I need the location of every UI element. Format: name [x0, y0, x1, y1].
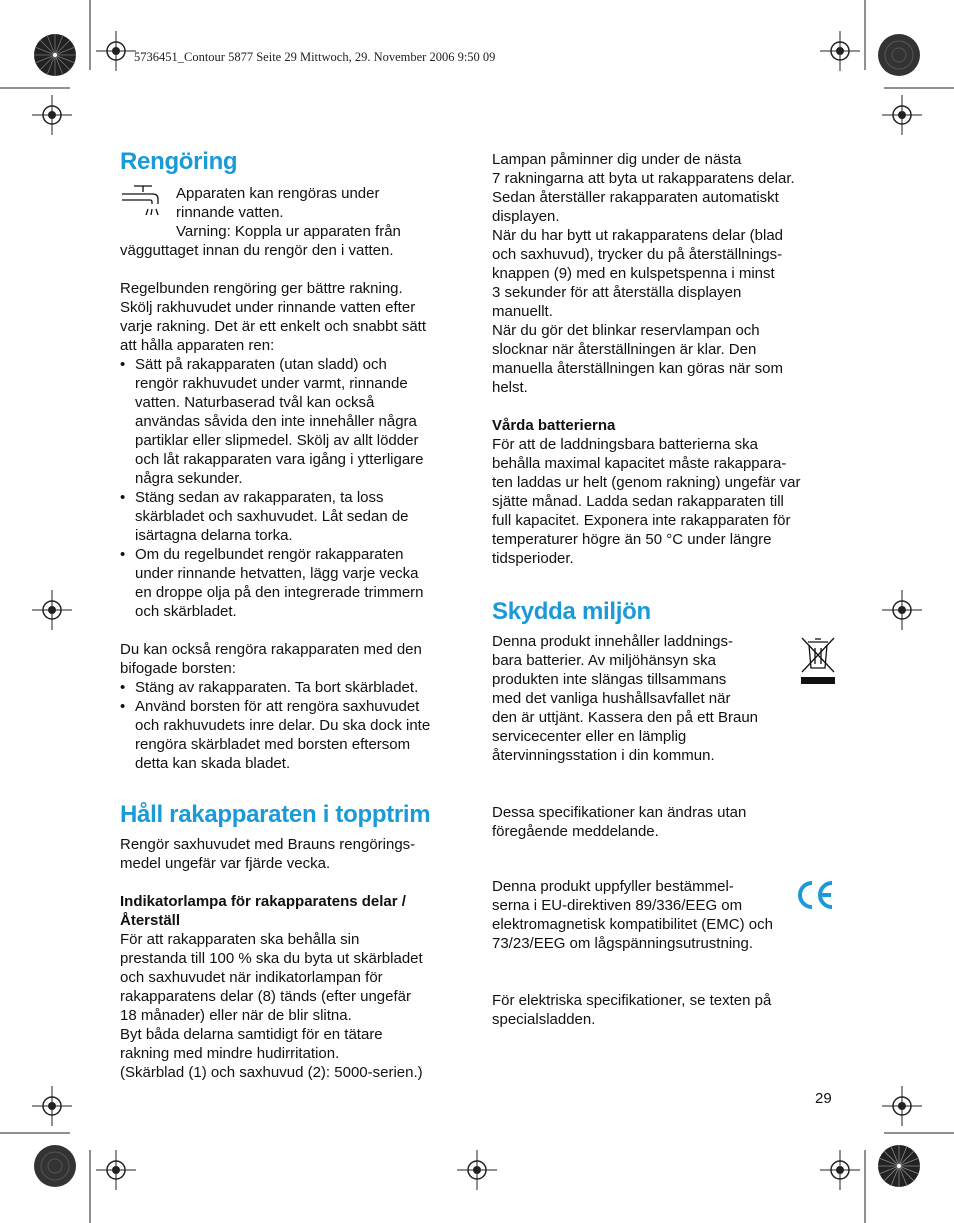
paragraph-line: Regelbunden rengöring ger bättre rakning.	[120, 280, 403, 297]
list-item	[120, 355, 465, 488]
list-line: vatten. Naturbaserad tvål kan också	[135, 394, 375, 411]
paragraph-line: ten laddas ur helt (genom rakning) ungefär var	[492, 474, 801, 491]
paragraph-line: sjätte månad. Ladda sedan rakapparaten till	[492, 493, 784, 510]
paragraph-line: Lampan påminner dig under de nästa	[492, 151, 742, 168]
list-line: isärtagna delarna torka.	[135, 527, 293, 544]
paragraph-line: displayen.	[492, 208, 560, 225]
paragraph-line: och saxhuvud), trycker du på återställnings-	[492, 246, 783, 263]
paragraph-line: att hålla apparaten ren:	[120, 337, 275, 354]
list-item	[120, 488, 465, 545]
paragraph-line: medel ungefär var fjärde vecka.	[120, 855, 331, 872]
paragraph-line: 18 månader) eller när de blir slitna.	[120, 1007, 352, 1024]
list-line: rengör rakhuvudet under varmt, rinnande	[135, 375, 408, 392]
list-item	[120, 678, 465, 697]
paragraph-line: Skölj rakhuvudet under rinnande vatten efter	[120, 299, 416, 316]
print-header: 5736451_Contour 5877 Seite 29 Mittwoch, 29. November 2006 9:50 09	[134, 50, 496, 64]
list-line: • Sätt på rakapparaten (utan sladd) och	[135, 356, 387, 373]
registration-mark-icon	[96, 31, 136, 71]
list-line: och låt rakapparaten vara igång i ytterligare	[135, 451, 424, 468]
paragraph-line: elektromagnetisk kompatibilitet (EMC) och	[492, 916, 773, 933]
intro-line: Varning: Koppla ur apparaten från	[176, 223, 401, 240]
paragraph-line: full kapacitet. Exponera inte rakapparaten för	[492, 512, 791, 529]
paragraph-line: serna i EU-direktiven 89/336/EEG om	[492, 897, 743, 914]
paragraph-line: slocknar när återställningen är klar. Den	[492, 341, 757, 358]
paragraph-line: Rengör saxhuvudet med Brauns rengörings-	[120, 836, 416, 853]
paragraph-line: knappen (9) med en kulspetspenna i minst	[492, 265, 775, 282]
registration-mark-icon	[882, 1086, 922, 1126]
faucet-icon	[120, 184, 164, 220]
registration-mark-icon	[32, 590, 72, 630]
paragraph-line: rakapparatens delar (8) tänds (efter ungefär	[120, 988, 411, 1005]
paragraph-line: varje rakning. Det är ett enkelt och snabbt sätt	[120, 318, 426, 335]
registration-mark-icon	[820, 1150, 860, 1190]
battery-subheading: Vårda batterierna	[492, 417, 616, 434]
registration-mark-icon	[882, 590, 922, 630]
page-number: 29	[815, 1090, 832, 1107]
paragraph-line: den är uttjänt. Kassera den på ett Braun	[492, 709, 759, 726]
cleaning-list	[120, 355, 465, 621]
starburst-mark-icon	[32, 32, 78, 78]
topptrim-heading: Håll rakapparaten i topptrim	[120, 801, 431, 828]
registration-mark-icon	[457, 1150, 497, 1190]
list-line: • Stäng av rakapparaten. Ta bort skärbladet.	[135, 679, 419, 696]
list-line: rengöra skärbladet med borsten eftersom	[135, 736, 411, 753]
paragraph-line: helst.	[492, 379, 528, 396]
cleaning-heading: Rengöring	[120, 148, 238, 175]
list-item	[120, 545, 465, 621]
paragraph-line: När du gör det blinkar reservlampan och	[492, 322, 760, 339]
registration-mark-icon	[96, 1150, 136, 1190]
ce-block	[492, 877, 837, 953]
paragraph-line: Dessa specifikationer kan ändras utan	[492, 804, 747, 821]
list-line: skärbladet och saxhuvudet. Låt sedan de	[135, 508, 409, 525]
list-line: partiklar eller slipmedel. Skölj av allt lödder	[135, 432, 419, 449]
paragraph-line: specialsladden.	[492, 1011, 596, 1028]
list-line: och skärbladet.	[135, 603, 237, 620]
paragraph-line: rakning med mindre hudirritation.	[120, 1045, 340, 1062]
crossed-bin-icon	[798, 634, 838, 688]
list-line: • Använd borsten för att rengöra saxhuvudet	[135, 698, 420, 715]
list-line: en droppe olja på den integrerade trimmern	[135, 584, 424, 601]
paragraph-line: 7 rakningarna att byta ut rakapparatens delar.	[492, 170, 795, 187]
registration-mark-icon	[32, 95, 72, 135]
list-line: några sekunder.	[135, 470, 243, 487]
list-line: under rinnande hetvatten, lägg varje vecka	[135, 565, 419, 582]
starburst-mark-icon	[876, 1143, 922, 1189]
list-line: och rakhuvudets inre delar. Du ska dock inte	[135, 717, 431, 734]
list-item	[120, 697, 465, 773]
paragraph-line: bifogade borsten:	[120, 660, 236, 677]
paragraph-line: Sedan återställer rakapparaten automatiskt	[492, 189, 779, 206]
paragraph-line: föregående meddelande.	[492, 823, 659, 840]
paragraph-line: manuellt.	[492, 303, 553, 320]
paragraph-line: behålla maximal kapacitet måste rakappara-	[492, 455, 787, 472]
brush-list	[120, 678, 465, 773]
list-line: • Om du regelbundet rengör rakapparaten	[135, 546, 404, 563]
registration-mark-icon	[820, 31, 860, 71]
registration-mark-icon	[882, 95, 922, 135]
paragraph-line: För att de laddningsbara batterierna ska	[492, 436, 758, 453]
cleaning-intro	[120, 184, 465, 241]
paragraph-line: prestanda till 100 % ska du byta ut skärbladet	[120, 950, 423, 967]
paragraph-line: 73/23/EEG om lågspänningsutrustning.	[492, 935, 753, 952]
paragraph-line: bara batterier. Av miljöhänsyn ska	[492, 652, 717, 669]
ce-mark-icon	[795, 877, 837, 913]
paragraph-line: manuella återställningen kan göras när som	[492, 360, 783, 377]
paragraph-line: För att rakapparaten ska behålla sin	[120, 931, 360, 948]
indicator-subheading: Återställ	[120, 912, 181, 929]
environment-block	[492, 632, 837, 765]
list-line: • Stäng sedan av rakapparaten, ta loss	[135, 489, 384, 506]
intro-line: vägguttaget innan du rengör den i vatten.	[120, 242, 394, 259]
starburst-mark-icon	[876, 32, 922, 78]
intro-line: rinnande vatten.	[176, 204, 284, 221]
right-column	[492, 150, 837, 1029]
paragraph-line: servicecenter eller en lämplig	[492, 728, 687, 745]
paragraph-line: temperaturer högre än 50 °C under längre	[492, 531, 772, 548]
paragraph-line: tidsperioder.	[492, 550, 574, 567]
paragraph-line: Byt båda delarna samtidigt för en tätare	[120, 1026, 383, 1043]
paragraph-line: Denna produkt uppfyller bestämmel-	[492, 878, 734, 895]
paragraph-line: Denna produkt innehåller laddnings-	[492, 633, 733, 650]
paragraph-line: återvinningsstation i din kommun.	[492, 747, 715, 764]
left-column	[120, 148, 465, 1082]
indicator-subheading: Indikatorlampa för rakapparatens delar /	[120, 893, 406, 910]
paragraph-line: När du har bytt ut rakapparatens delar (blad	[492, 227, 783, 244]
paragraph-line: 3 sekunder för att återställa displayen	[492, 284, 742, 301]
paragraph-line: och saxhuvudet när indikatorlampan för	[120, 969, 383, 986]
starburst-mark-icon	[32, 1143, 78, 1189]
intro-line: Apparaten kan rengöras under	[176, 185, 380, 202]
paragraph-line: (Skärblad (1) och saxhuvud (2): 5000-serien.)	[120, 1064, 423, 1081]
registration-mark-icon	[32, 1086, 72, 1126]
paragraph-line: med det vanliga hushållsavfallet när	[492, 690, 731, 707]
paragraph-line: Du kan också rengöra rakapparaten med den	[120, 641, 422, 658]
paragraph-line: produkten inte slängas tillsammans	[492, 671, 727, 688]
paragraph-line: För elektriska specifikationer, se texten på	[492, 992, 772, 1009]
list-line: användas såvida den inte innehåller några	[135, 413, 417, 430]
environment-heading: Skydda miljön	[492, 598, 651, 625]
list-line: detta kan skada bladet.	[135, 755, 291, 772]
